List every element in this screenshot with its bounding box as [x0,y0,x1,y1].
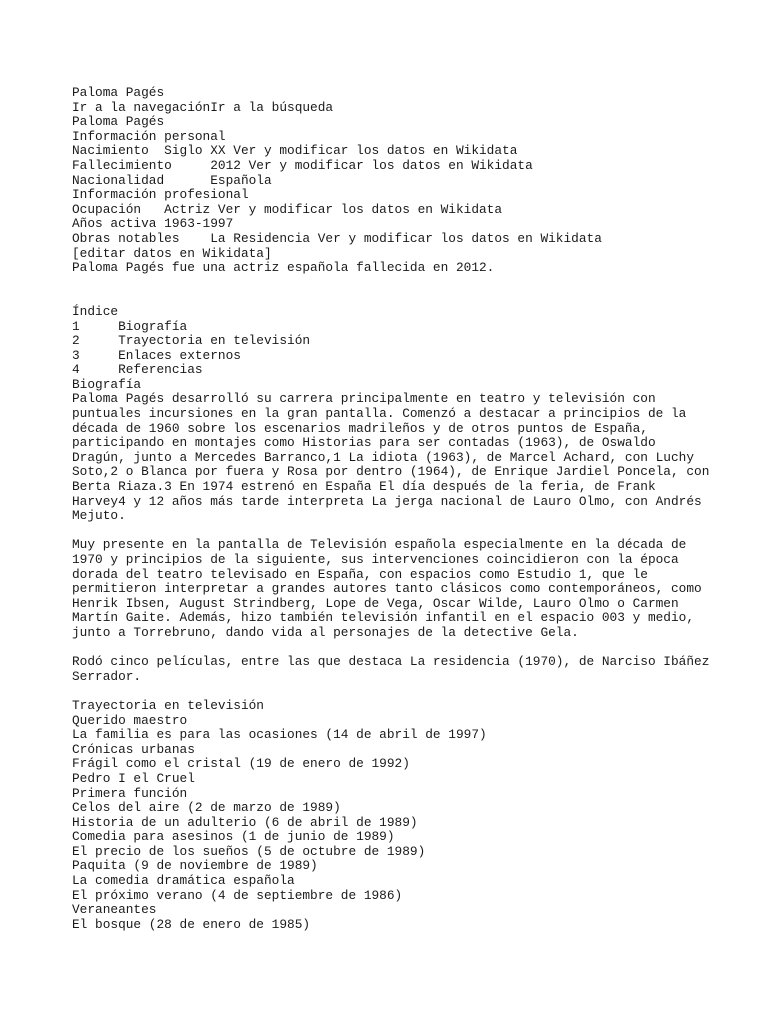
edit-wikidata-link[interactable]: [editar datos en Wikidata] [72,245,272,261]
infobox-professional-heading: Información profesional [72,187,249,203]
biography-line: década de 1960 sobre los escenarios madrileños y de otros puntos de España, [72,420,648,436]
page-title: Paloma Pagés [72,85,165,100]
infobox-personal-heading: Información personal [72,128,226,144]
biography-line: Muy presente en la pantalla de Televisión española especialmente en la década de [72,537,687,553]
biography-line: Martín Gaite. Además, hizo también televisión infantil en el espacio 003 y medio, [72,610,695,626]
spacer [72,641,712,656]
toc-heading: Índice [72,303,119,319]
television-item: Querido maestro [72,712,188,728]
toc-item[interactable]: 3 Enlaces externos [72,347,241,363]
biography-line: Henrik Ibsen, August Strindberg, Lope de Vega, Oscar Wilde, Lauro Olmo o Carmen [72,595,679,611]
television-item: Celos del aire (2 de marzo de 1989) [72,800,341,816]
spacer [72,684,712,699]
biography-line: Serrador. [72,668,142,684]
biography-line: Rodó cinco películas, entre las que destaca La residencia (1970), de Narciso Ibáñez [72,654,710,670]
article-summary: Paloma Pagés fue una actriz española fallecida en 2012. [72,260,495,276]
television-item: Pedro I el Cruel [72,770,195,786]
biography-line: permitieron interpretar a grandes autores tanto clásicos como contemporáneos, como [72,581,702,597]
biography-heading: Biografía [72,376,142,392]
biography-line: dorada del teatro televisado en España, con espacios como Estudio 1, que le [72,566,648,582]
biography-line: Mejuto. [72,508,126,524]
spacer [72,276,712,305]
skip-navigation-links[interactable]: Ir a la navegaciónIr a la búsqueda [72,99,334,115]
biography-line: Paloma Pagés desarrolló su carrera principalmente en teatro y televisión con [72,391,656,407]
biography-line: Soto,2 o Blanca por fuera y Rosa por dentro (1964), de Enrique Jardiel Poncela, con [72,464,710,480]
television-item: El próximo verano (4 de septiembre de 1986) [72,887,403,903]
television-item: El precio de los sueños (5 de octubre de 1989) [72,843,426,859]
biography-line: participando en montajes como Historias para ser contadas (1963), de Oswaldo [72,435,656,451]
television-item: Crónicas urbanas [72,741,195,757]
document-body [72,86,712,932]
infobox-death: Fallecimiento 2012 Ver y modificar los datos en Wikidata [72,157,533,173]
biography-line: 1970 y principios de la siguiente, sus intervenciones coincidieron con la época [72,552,679,567]
television-heading: Trayectoria en televisión [72,697,264,713]
toc-item[interactable]: 1 Biografía [72,318,188,334]
toc-item[interactable]: 4 Referencias [72,362,203,378]
biography-line: puntuales incursiones en la gran pantalla. Comenzó a destacar a principios de la [72,406,687,422]
infobox-occupation: Ocupación Actriz Ver y modificar los datos en Wikidata [72,201,503,217]
television-item: La comedia dramática española [72,873,295,889]
infobox-nationality: Nacionalidad Española [72,172,272,188]
biography-line: Harvey4 y 12 años más tarde interpreta La jerga nacional de Lauro Olmo, con Andrés [72,493,702,509]
infobox-active-years: Años activa 1963-1997 [72,216,234,232]
infobox-birth: Nacimiento Siglo XX Ver y modificar los datos en Wikidata [72,143,518,159]
television-item: Frágil como el cristal (19 de enero de 1992) [72,756,410,772]
toc-item[interactable]: 2 Trayectoria en televisión [72,333,311,349]
television-item: Veraneantes [72,902,157,918]
article-name: Paloma Pagés [72,114,165,130]
spacer [72,524,712,539]
biography-line: Berta Riaza.3 En 1974 estrenó en España El día después de la feria, de Frank [72,479,656,495]
television-item: Primera función [72,785,188,801]
infobox-notable-works: Obras notables La Residencia Ver y modificar los datos en Wikidata [72,230,602,246]
television-item: El bosque (28 de enero de 1985) [72,916,311,932]
biography-line: Dragún, junto a Mercedes Barranco,1 La idiota (1963), de Marcel Achard, con Luchy [72,449,695,465]
biography-line: junto a Torrebruno, dando vida al personajes de la detective Gela. [72,624,579,640]
television-item: Comedia para asesinos (1 de junio de 1989) [72,829,395,845]
television-item: Paquita (9 de noviembre de 1989) [72,858,318,874]
television-item: Historia de un adulterio (6 de abril de 1989) [72,814,418,830]
television-item: La familia es para las ocasiones (14 de abril de 1997) [72,727,487,743]
